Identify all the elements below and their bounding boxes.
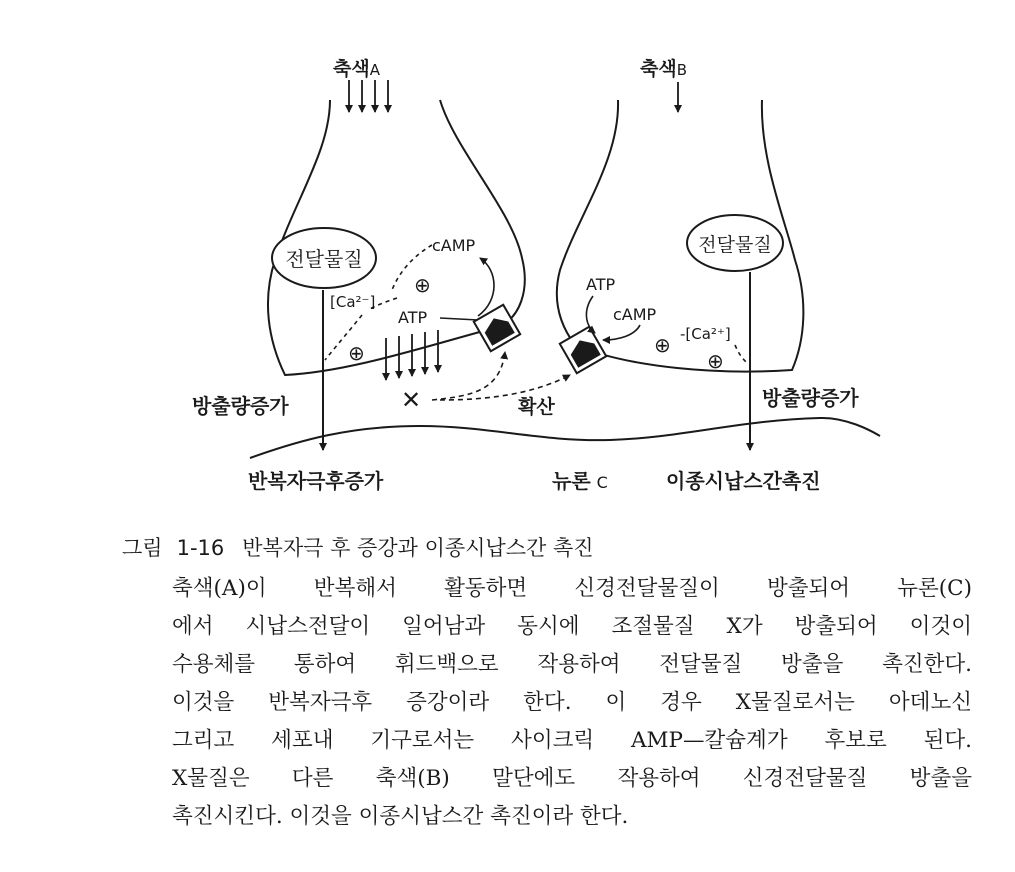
diffusion-label: 확산	[518, 396, 555, 418]
ptp-label: 반복자극후증가	[248, 469, 384, 493]
body-line: 축색(A)이 반복해서 활동하면 신경전달물질이 방출되어 뉴론(C)	[172, 576, 972, 601]
atp-label-left: ATP	[398, 308, 428, 327]
transmitter-label-left: 전달물질	[285, 247, 363, 271]
camp-label-left: cAMP	[432, 236, 476, 255]
receptor-left	[474, 305, 520, 351]
body-line: 에서 시납스전달이 일어남과 동시에 조절물질 X가 방출되어 이것이	[172, 614, 972, 639]
figure-caption	[122, 532, 594, 562]
atp-to-camp-left	[478, 258, 494, 316]
atp-label-right: ATP	[586, 275, 616, 294]
plus-icon: ⊕	[348, 341, 365, 365]
camp-label-right: cAMP	[613, 305, 657, 324]
release-increase-label-right: 방출량증가	[762, 386, 859, 410]
ca-label-right: -[Ca²⁺]	[680, 325, 731, 343]
transmitter-label-right: 전달물질	[698, 234, 772, 256]
release-increase-label-left: 방출량증가	[192, 394, 289, 418]
body-line: 그리고 세포내 기구로서는 사이크릭 AMP—칼슘계가 후보로 된다.	[172, 728, 972, 753]
neuron-c-label: 뉴론 C	[552, 469, 608, 493]
axon-b-label: 축색B	[640, 58, 688, 80]
x-to-receptor-left-dashed	[432, 352, 505, 400]
body-line: 이것을 반복자극후 증강이라 한다. 이 경우 X물질로서는 아데노신	[172, 690, 972, 715]
body-line: X물질은 다른 축색(B) 말단에도 작용하여 신경전달물질 방출을	[172, 766, 972, 791]
caption-title: 반복자극 후 증강과 이종시납스간 촉진	[242, 536, 594, 560]
caption-prefix: 그림	[122, 536, 163, 560]
body-line: 수용체를 통하여 휘드백으로 작용하여 전달물질 방출을 촉진한다.	[172, 652, 972, 677]
body-line: 촉진시킨다. 이것을 이종시납스간 촉진이라 한다.	[172, 804, 629, 829]
axon-a-label: 축색A	[333, 58, 380, 80]
heterosynaptic-label: 이종시납스간촉진	[666, 469, 821, 493]
caption-number: 1-16	[176, 536, 225, 560]
atp-connector-left	[440, 318, 478, 320]
plus-icon: ⊕	[414, 273, 431, 297]
ca-label-left: [Ca²⁻]	[330, 293, 376, 311]
plus-icon: ⊕	[707, 349, 724, 373]
plus-icon: ⊕	[654, 333, 671, 357]
axon-a-arrows	[349, 80, 388, 112]
ca-dashed-right	[735, 345, 746, 362]
neuron-c-membrane	[250, 418, 880, 458]
camp-to-receptor-right	[603, 325, 640, 340]
x-substance-marker: ✕	[401, 386, 422, 414]
figure-description	[172, 570, 972, 836]
